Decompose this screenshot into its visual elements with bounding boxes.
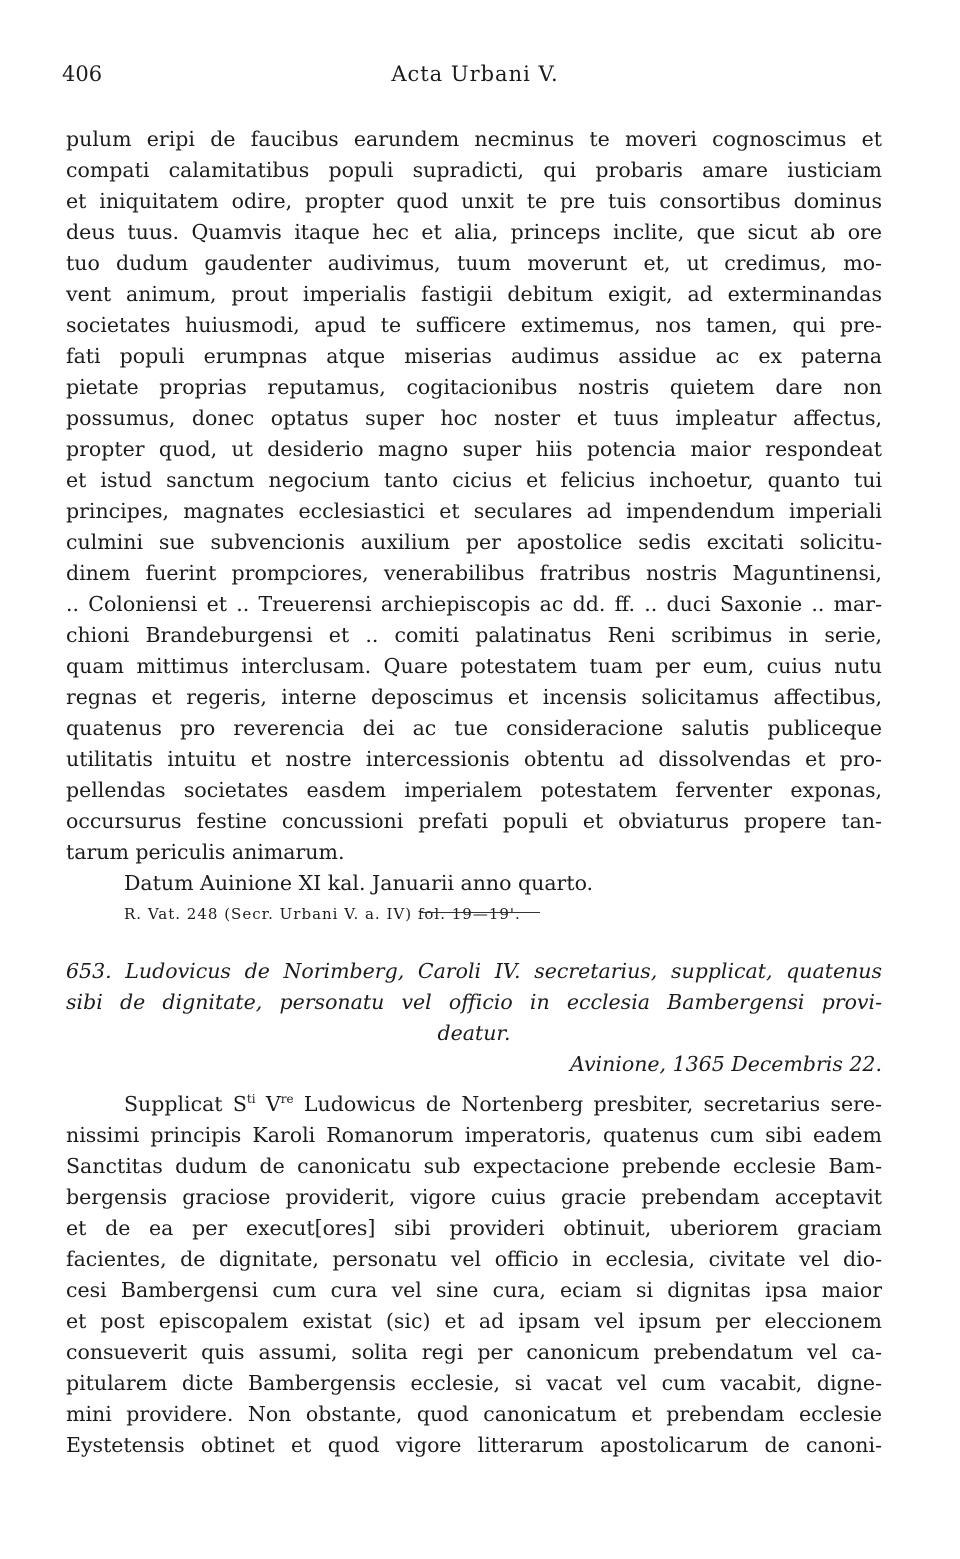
text-line: vent animum, prout imperialis fastigii debitum exigit, ad exterminandas: [66, 282, 882, 306]
text-line: chioni Brandeburgensi et .. comiti palatinatus Reni scribimus in serie,: [66, 623, 882, 647]
text-line: et iniquitatem odire, propter quod unxit te pre tuis consortibus dominus: [66, 189, 882, 213]
text-line: pitularem dicte Bambergensis ecclesie, si vacat vel cum vacabit, digne-: [66, 1371, 882, 1395]
text-line: possumus, donec optatus super hoc noster et tuus impleatur affectus,: [66, 406, 882, 430]
text-line: deus tuus. Quamvis itaque hec et alia, princeps inclite, que sicut ab ore: [66, 220, 882, 244]
text-line: tuo dudum gaudenter audivimus, tuum moverunt et, ut credimus, mo-: [66, 251, 882, 275]
text-line: mini providere. Non obstante, quod canonicatum et prebendam ecclesie: [66, 1402, 882, 1426]
text-line: dinem fuerint prompciores, venerabilibus fratribus nostris Maguntinensi,: [66, 561, 882, 585]
text-line: propter quod, ut desiderio magno super hiis potencia maior respondeat: [66, 437, 882, 461]
page-header: [62, 62, 888, 96]
text-line: principes, magnates ecclesiastici et seculares ad impendendum imperiali: [66, 499, 882, 523]
text-line: consueverit quis assumi, solita regi per canonicum prebendatum vel ca-: [66, 1340, 882, 1364]
text-line: Eystetensis obtinet et quod vigore litterarum apostolicarum de canoni-: [66, 1433, 882, 1457]
text-line: cesi Bambergensi cum cura vel sine cura, eciam si dignitas ipsa maior: [66, 1278, 882, 1302]
datum-line: Datum Auinione XI kal. Januarii anno quarto.: [124, 871, 594, 895]
text-line: tarum periculis animarum.: [66, 840, 345, 864]
source-reference: R. Vat. 248 (Secr. Urbani V. a. IV) fol. 19—19'.: [124, 905, 521, 923]
text-line: pulum eripi de faucibus earundem necminus te moveri cognoscimus et: [66, 127, 882, 151]
abbrev-sanctitas: $S^{ti}$: [232, 1092, 256, 1116]
text-line: pellendas societates easdem imperialem potestatem ferventer exponas,: [66, 778, 882, 802]
text-line: societates huiusmodi, apud te sufficere extimemus, nos tamen, qui pre-: [66, 313, 882, 337]
text-line: culmini sue subvencionis auxilium per apostolice sedis excitati solicitu-: [66, 530, 882, 554]
regest-line: deatur.: [437, 1021, 511, 1045]
text-line: et de ea per execut[ores] sibi provideri obtinuit, uberiorem graciam: [66, 1216, 882, 1240]
text-line: Sanctitas dudum de canonicatu sub expectacione prebende ecclesie Bam-: [66, 1154, 882, 1178]
text-line: bergensis graciose providerit, vigore cuius gracie prebendam acceptavit: [66, 1185, 882, 1209]
text-line: et post episcopalem existat (sic) et ad ipsam vel ipsum per eleccionem: [66, 1309, 882, 1333]
page-number: 406: [62, 62, 103, 86]
first-word: Supplicat: [124, 1092, 223, 1116]
text-line: nissimi principis Karoli Romanorum imperatoris, quatenus cum sibi eadem: [66, 1123, 882, 1147]
regest-line: sibi de dignitate, personatu vel officio in ecclesia Bambergensi provi-: [66, 990, 882, 1014]
text-line: regnas et regeris, interne deposcimus et incensis solicitamus affectibus,: [66, 685, 882, 709]
regest-place-date: Avinione, 1365 Decembris 22.: [569, 1052, 882, 1076]
text-line: pietate proprias reputamus, cogitacionibus nostris quietem dare non: [66, 375, 882, 399]
text-line: compati calamitatibus populi supradicti, qui probaris amare iusticiam: [66, 158, 882, 182]
text-line: .. Coloniensi et .. Treuerensi archiepiscopis ac dd. ff. .. duci Saxonie .. mar-: [66, 592, 882, 616]
running-title: Acta Urbani V.: [391, 62, 559, 86]
text-line: [124, 1090, 882, 1118]
text-line: quam mittimus interclusam. Quare potestatem tuam per eum, cuius nutu: [66, 654, 882, 678]
text-line: facientes, de dignitate, personatu vel officio in ecclesia, civitate vel dio-: [66, 1247, 882, 1271]
text-line: occursurus festine concussioni prefati populi et obviaturus propere tan-: [66, 809, 882, 833]
first-line-rest: Ludowicus de Nortenberg presbiter, secretarius sere-: [303, 1092, 882, 1116]
abbrev-vestre: Vre: [265, 1092, 294, 1116]
regest-line: 653. Ludovicus de Norimberg, Caroli IV. secretarius, supplicat, quatenus: [66, 959, 882, 983]
section-divider: [420, 912, 540, 913]
text-line: utilitatis intuitu et nostre intercessionis obtentu ad dissolvendas et pro-: [66, 747, 882, 771]
text-line: fati populi erumpnas atque miserias audimus assidue ac ex paterna: [66, 344, 882, 368]
text-line: quatenus pro reverencia dei ac tue consideracione salutis publiceque: [66, 716, 882, 740]
text-line: et istud sanctum negocium tanto cicius et felicius inchoetur, quanto tui: [66, 468, 882, 492]
